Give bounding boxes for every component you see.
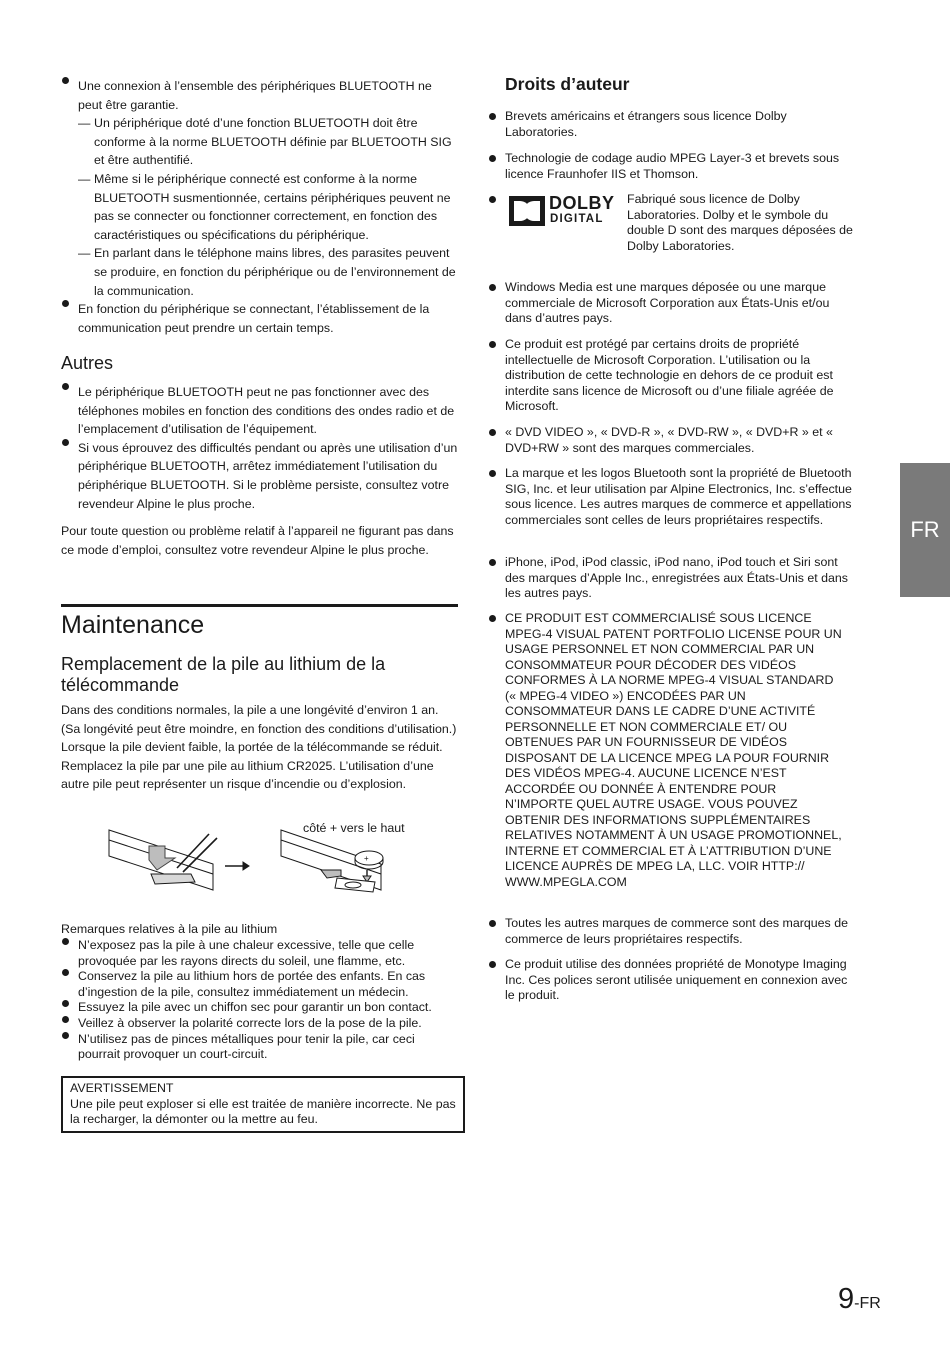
- copyright-item: [487, 425, 857, 456]
- copyright-item: [487, 957, 857, 1004]
- dolby-logo-bottom: DIGITAL: [550, 213, 604, 225]
- list-item: [61, 77, 458, 300]
- dolby-item-body: [487, 192, 857, 268]
- list-item: Si vous éprouvez des difficultés pendant ou après une utilisation d’un périphérique BLUETOOTH, arrêtez immédiatement l’utilisation du périphérique BLUETOOTH. Si le problème persiste, consultez votre revendeur Alpine le plus proche.: [61, 439, 458, 513]
- copyright-item-text: Ce produit est protégé par certains droits de propriété intellectuelle de Microsoft Corporation. L’utilisation ou la distribution de cette technologie en dehors de ce produit est interdite sans licence de Microsoft ou d’une filiale agréée de Microsoft.: [487, 337, 857, 415]
- dash-item: — En parlant dans le téléphone mains libres, des parasites peuvent se produire, en fonction du périphérique ou de l’environnement de la communication.: [78, 244, 458, 300]
- maintenance-heading: Maintenance: [61, 611, 205, 639]
- battery-figure: [101, 818, 421, 898]
- copyright-item: [487, 109, 857, 140]
- list-item: Essuyez la pile avec un chiffon sec pour garantir un bon contact.: [61, 1000, 458, 1016]
- copyright-heading: Droits d’auteur: [505, 74, 630, 94]
- copyright-item: [487, 555, 857, 602]
- dash-list: [78, 114, 458, 300]
- copyright-item: [487, 916, 857, 947]
- autres-heading: Autres: [61, 353, 114, 373]
- copyright-item: [487, 466, 857, 528]
- copyright-item-text: « DVD VIDEO », « DVD-R », « DVD-RW », « DVD+R » et « DVD+RW » sont des marques commerciales.: [487, 425, 857, 456]
- list-item: N’utilisez pas de pinces métalliques pour tenir la pile, car ceci pourrait provoquer un court-circuit.: [61, 1032, 458, 1063]
- battery-paragraph: Dans des conditions normales, la pile a une longévité d’environ 1 an. (Sa longévité peut être moindre, en fonction des conditions d’utilisation.) Lorsque la pile devient faible, la portée de la télécommande se réduit. Remplacez la pile par une pile au lithium CR2025. L’utilisation d’une autre pile peut représenter un risque d’incendie ou d’explosion.: [61, 703, 457, 792]
- section-divider: [61, 604, 458, 607]
- page-number-suffix: -FR: [854, 1295, 881, 1312]
- warning-text: Une pile peut exploser si elle est traitée de manière incorrecte. Ne pas la recharger, la démonter ou la mettre au feu.: [70, 1096, 456, 1127]
- copyright-item: [487, 611, 857, 890]
- page-number: [838, 1283, 881, 1316]
- autres-list: [61, 383, 458, 513]
- dolby-text: Fabriqué sous licence de Dolby Laboratories. Dolby et le symbole du double D sont des marques déposées de Dolby Laboratories.: [627, 192, 853, 253]
- dash-item: — Même si le périphérique connecté est conforme à la norme BLUETOOTH susmentionnée, certains périphériques peuvent ne pas se connecter ou fonctionner correctement, en fonction des caractéristiques ou spécifications du périphérique.: [78, 170, 458, 244]
- page-number-value: 9: [838, 1283, 855, 1315]
- copyright-item-text: Toutes les autres marques de commerce sont des marques de commerce de leurs propriétaires respectifs.: [487, 916, 857, 947]
- copyright-item-text: Brevets américains et étrangers sous licence Dolby Laboratories.: [487, 109, 857, 140]
- battery-illustration: [101, 818, 421, 898]
- autres-paragraph: Pour toute question ou problème relatif à l’appareil ne figurant pas dans ce mode d’emploi, consultez votre revendeur Alpine le plus proche.: [61, 524, 454, 557]
- warning-box: [61, 1076, 465, 1133]
- dash-item: — Un périphérique doté d’une fonction BLUETOOTH doit être conforme à la norme BLUETOOTH définie par BLUETOOTH SIG et être authentifié.: [78, 114, 458, 170]
- remote-left-illustration: [109, 830, 217, 890]
- svg-text:+: +: [364, 854, 369, 863]
- list-item: En fonction du périphérique se connectant, l’établissement de la communication peut prendre un certain temps.: [61, 300, 458, 337]
- warning-title: AVERTISSEMENT: [70, 1081, 174, 1095]
- copyright-item-text: Technologie de codage audio MPEG Layer-3 et brevets sous licence Fraunhofer IIS et Thomson.: [487, 151, 857, 182]
- copyright-item-text: CE PRODUIT EST COMMERCIALISÉ SOUS LICENCE MPEG-4 VISUAL PATENT PORTFOLIO LICENSE POUR UN USAGE PERSONNEL ET NON COMMERCIAL PAR UN CONSOMMATEUR POUR DÉCODER DES VIDÉOS CONFORMES À LA NORME MPEG-4 VISUAL STANDARD (« MPEG-4 VIDEO ») ENCODÉES PAR UN CONSOMMATEUR DANS LE CADRE D’UNE ACTIVITÉ PERSONNELLE ET NON COMMERCIALE ET/ OU OBTENUES PAR UN FOURNISSEUR DE VIDÉOS DISPOSANT DE LA LICENCE MPEG LA POUR FOURNIR DES VIDÉOS MPEG-4. AUCUNE LICENCE N’EST ACCORDÉE OU DONNÉE À ENTENDRE POUR N’IMPORTE QUEL AUTRE USAGE. VOUS POUVEZ OBTENIR DES INFORMATIONS SUPPLÉMENTAIRES RELATIVES NOTAMMENT À UN USAGE PROMOTIONNEL, INTERNE ET COMMERCIAL ET À L’ATTRIBUTION D’UNE LICENCE AUPRÈS DE MPEG LA, LLC. VOIR HTTP:// WWW.MPEGLA.COM: [487, 611, 845, 890]
- list-item: Le périphérique BLUETOOTH peut ne pas fonctionner avec des téléphones mobiles en fonction des conditions des ondes radio et de l’emplacement d’utilisation de l’équipement.: [61, 383, 458, 439]
- list-item: Veillez à observer la polarité correcte lors de la pose de la pile.: [61, 1016, 458, 1032]
- notes-title: Remarques relatives à la pile au lithium: [61, 922, 278, 936]
- copyright-item: [487, 280, 857, 327]
- copyright-item-text: Windows Media est une marques déposée ou une marque commerciale de Microsoft Corporation aux États-Unis et/ou dans d’autres pays.: [487, 280, 857, 327]
- copyright-item: [487, 337, 857, 415]
- dolby-logo: [509, 193, 623, 226]
- copyright-item: [487, 151, 857, 182]
- copyright-item-text: Ce produit utilise des données propriété de Monotype Imaging Inc. Ces polices seront utilisée uniquement en connexion avec le produit.: [487, 957, 857, 1004]
- remote-right-illustration: [281, 830, 383, 892]
- list-item: Conservez la pile au lithium hors de portée des enfants. En cas d’ingestion de la pile, consultez immédiatement un médecin.: [61, 969, 458, 1000]
- list-item-text: Une connexion à l’ensemble des périphériques BLUETOOTH ne peut être garantie.: [78, 79, 432, 112]
- figure-label: côté + vers le haut: [303, 821, 405, 835]
- battery-heading: Remplacement de la pile au lithium de la télécommande: [61, 654, 386, 695]
- list-item: N’exposez pas la pile à une chaleur excessive, telle que celle provoquée par les rayons directs du soleil, une flamme, etc.: [61, 938, 458, 969]
- copyright-item-text: La marque et les logos Bluetooth sont la propriété de Bluetooth SIG, Inc. et leur utilisation par Alpine Electronics, Inc. s’effectue sous licence. Les autres marques de commerce et appellations commerciales sont celles de leurs propriétaires respectifs.: [487, 466, 857, 528]
- arrow-right-illustration: [225, 862, 249, 870]
- dolby-double-d-icon: [509, 196, 545, 226]
- dolby-logo-top: DOLBY: [549, 193, 615, 213]
- dolby-item: [487, 192, 857, 268]
- copyright-item-text: iPhone, iPod, iPod classic, iPod nano, iPod touch et Siri sont des marques d’Apple Inc., enregistrées aux États-Unis et dans les autres pays.: [487, 555, 857, 602]
- bluetooth-notes: [61, 77, 458, 337]
- language-tab: FR: [900, 463, 950, 597]
- battery-notes-list: [61, 938, 458, 1063]
